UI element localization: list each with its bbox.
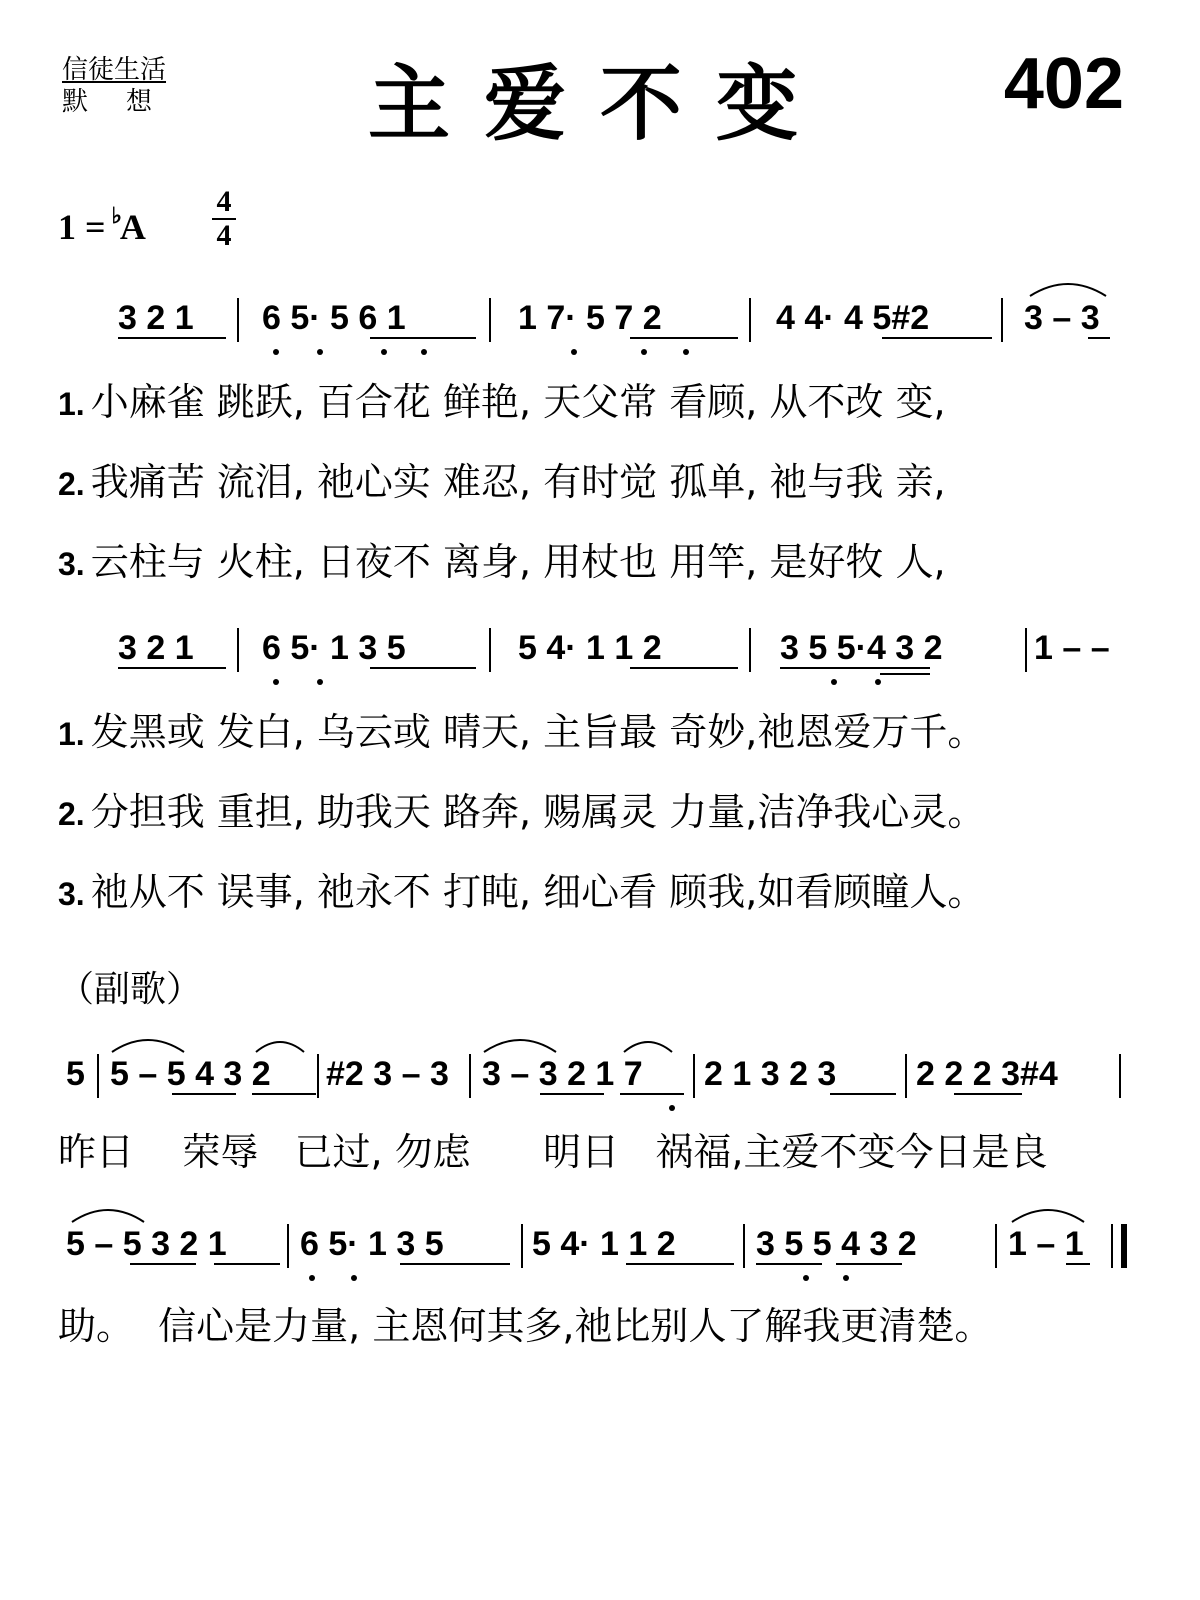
slur [72, 1210, 144, 1222]
measure: 6 5· 1 3 5 [300, 1225, 444, 1263]
verse-number: 3. [58, 546, 85, 582]
chorus-lyric-line-2: 助。 信心是力量, 主恩何其多,祂比别人了解我更清楚。 [58, 1304, 993, 1348]
measure: 3 – 3 [1024, 299, 1100, 337]
measure: 4 4· 4 5#2 [776, 299, 930, 337]
verse-number: 3. [58, 876, 85, 912]
key-note: A [119, 207, 146, 247]
measure: 3 5 5·4 3 2 [780, 629, 943, 667]
slur [256, 1042, 304, 1052]
hymn-number: 402 [1003, 44, 1124, 124]
verse-3-lyric-line-1: 3. 云柱与 火柱, 日夜不 离身, 用杖也 用竿, 是好牧 人, [58, 540, 946, 584]
measure: 3 5 5 4 3 2 [756, 1225, 917, 1263]
measure: 6 5· 1 3 5 [262, 629, 406, 667]
verse-1-lyric-line-2: 1. 发黑或 发白, 乌云或 晴天, 主旨最 奇妙,祂恩爱万千。 [58, 710, 986, 754]
slur [112, 1040, 184, 1052]
measure: 5 – 5 4 3 2 [110, 1055, 271, 1093]
time-signature [212, 185, 236, 252]
measure: 5 4· 1 1 2 [518, 629, 662, 667]
category-label: 信徒生活 [62, 55, 167, 85]
measure: 6 5· 5 6 1 [262, 299, 406, 337]
verse-number: 2. [58, 796, 85, 832]
measure: 5 4· 1 1 2 [532, 1225, 676, 1263]
verse-2-lyric-line-2: 2. 分担我 重担, 助我天 路奔, 赐属灵 力量,洁净我心灵。 [58, 790, 986, 834]
verse-number: 1. [58, 716, 85, 752]
measure: 5 – 5 3 2 1 [66, 1225, 227, 1263]
chorus-label: （副歌） [58, 969, 203, 1010]
verse-melody-line-2 [0, 626, 1200, 696]
chorus-lyric-line-1: 昨日 荣辱 已过, 勿虑 明日 祸福,主爱不变今日是良 [58, 1130, 1048, 1174]
verse-number: 2. [58, 466, 85, 502]
measure: 2 1 3 2 3 [704, 1055, 837, 1093]
verse-1-lyric-line-1: 1. 小麻雀 跳跃, 百合花 鲜艳, 天父常 看顾, 从不改 变, [58, 380, 946, 424]
time-signature-top: 4 [216, 185, 232, 218]
slur [1012, 1210, 1084, 1222]
time-signature-bottom: 4 [216, 219, 232, 252]
song-title: 主爱不变 [367, 57, 832, 152]
verse-2-lyric-line-1: 2. 我痛苦 流泪, 祂心实 难忍, 有时觉 孤单, 祂与我 亲, [58, 460, 946, 504]
slur [484, 1040, 556, 1052]
flat-sign: ♭ [111, 203, 122, 228]
key-signature [58, 196, 146, 247]
verse-3-lyric-line-2: 3. 祂从不 误事, 祂永不 打盹, 细心看 顾我,如看顾瞳人。 [58, 870, 986, 914]
verse-melody-line-1 [0, 296, 1200, 366]
chorus-melody-line-1 [0, 1052, 1200, 1122]
measure: 3 – 3 2 1 7 [482, 1055, 643, 1093]
slur [1030, 284, 1106, 296]
measure: 1 – – [1034, 629, 1110, 667]
measure: 2 2 2 3#4 [916, 1055, 1058, 1093]
subcategory-label: 默想 [62, 87, 191, 117]
slur [624, 1042, 672, 1052]
chorus-melody-line-2 [0, 1222, 1200, 1292]
key-prefix: 1 = [58, 207, 106, 247]
measure: 3 2 1 [118, 299, 194, 337]
measure: 1 7· 5 7 2 [518, 299, 662, 337]
measure: 5 [66, 1055, 85, 1093]
measure: #2 3 – 3 [326, 1055, 449, 1093]
verse-number: 1. [58, 386, 85, 422]
measure: 3 2 1 [118, 629, 194, 667]
measure: 1 – 1 [1008, 1225, 1084, 1263]
